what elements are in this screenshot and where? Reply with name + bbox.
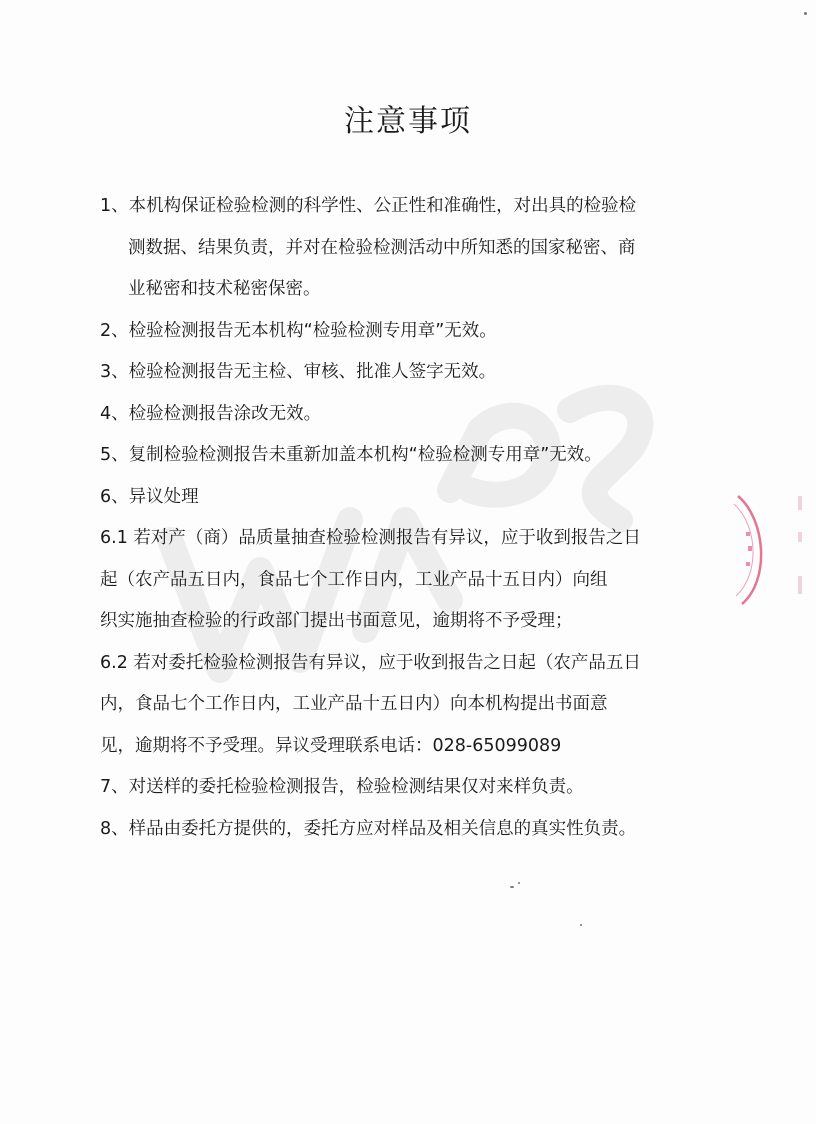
scan-speck xyxy=(518,882,520,884)
notice-number: 3、 xyxy=(100,362,129,382)
notice-text: 若对委托检验检测报告有异议，应于收到报告之日起（农产品五日 xyxy=(127,652,641,673)
notice-item-5 xyxy=(100,435,700,477)
notice-number: 8、 xyxy=(100,818,129,839)
notice-text: 复制检验检测报告未重新加盖本机构“检验检测专用章”无效。 xyxy=(128,445,602,465)
notice-number: 1、 xyxy=(100,196,129,216)
scan-speck xyxy=(510,886,514,888)
notice-text: 对送样的委托检验检测报告，检验检测结果仅对来样负责。 xyxy=(128,777,584,797)
notice-item-6-1 xyxy=(100,518,700,643)
scan-speck xyxy=(804,12,807,15)
notice-number: 7、 xyxy=(100,777,129,797)
scan-speck xyxy=(580,924,582,926)
notice-number: 4、 xyxy=(100,403,129,424)
seam-stamp-icon xyxy=(732,490,772,610)
notice-item-2 xyxy=(100,311,700,353)
notice-item-7 xyxy=(100,767,700,809)
notice-text: 若对产（商）品质量抽查检验检测报告有异议，应于收到报告之日 xyxy=(127,528,641,548)
notice-list xyxy=(100,186,700,850)
notice-text: 检验检测报告无本机构“检验检测专用章”无效。 xyxy=(128,320,497,341)
notice-text: 本机构保证检验检测的科学性、公正性和准确性，对出具的检验检 xyxy=(128,196,637,216)
notice-item-4 xyxy=(100,394,700,436)
edge-stamp-trace xyxy=(798,576,802,594)
notice-item-8 xyxy=(100,809,700,851)
notice-text: 样品由委托方提供的，委托方应对样品及相关信息的真实性负责。 xyxy=(128,818,637,839)
notice-number: 5、 xyxy=(100,445,129,465)
page-title: 注意事项 xyxy=(344,104,472,139)
notice-text: 内，食品七个工作日内，工业产品十五日内）向本机构提出书面意 xyxy=(100,694,608,714)
edge-stamp-trace xyxy=(798,496,802,510)
notice-item-1 xyxy=(100,186,700,311)
notice-item-3 xyxy=(100,352,700,394)
notice-item-6 xyxy=(100,477,700,519)
notice-number: 6.1 xyxy=(100,528,128,548)
notice-text: 异议处理 xyxy=(128,486,199,507)
notice-text: 织实施抽查检验的行政部门提出书面意见，逾期将不予受理； xyxy=(100,611,573,631)
notice-text: 检验检测报告无主检、审核、批准人签字无效。 xyxy=(128,362,497,382)
notice-text: 起（农产品五日内，食品七个工作日内，工业产品十五日内）向组 xyxy=(100,569,608,590)
notice-text: 业秘密和技术秘密保密。 xyxy=(128,279,321,299)
notice-text: 见，逾期将不予受理。异议受理联系电话：028-65099089 xyxy=(100,735,562,756)
notice-number: 6、 xyxy=(100,486,129,507)
notice-text: 测数据、结果负责，并对在检验检测活动中所知悉的国家秘密、商 xyxy=(128,237,636,258)
notice-text: 检验检测报告涂改无效。 xyxy=(128,403,322,424)
edge-stamp-trace xyxy=(798,532,802,542)
notice-item-6-2 xyxy=(100,643,700,768)
notice-number: 2、 xyxy=(100,320,129,341)
notice-number: 6.2 xyxy=(100,652,128,673)
